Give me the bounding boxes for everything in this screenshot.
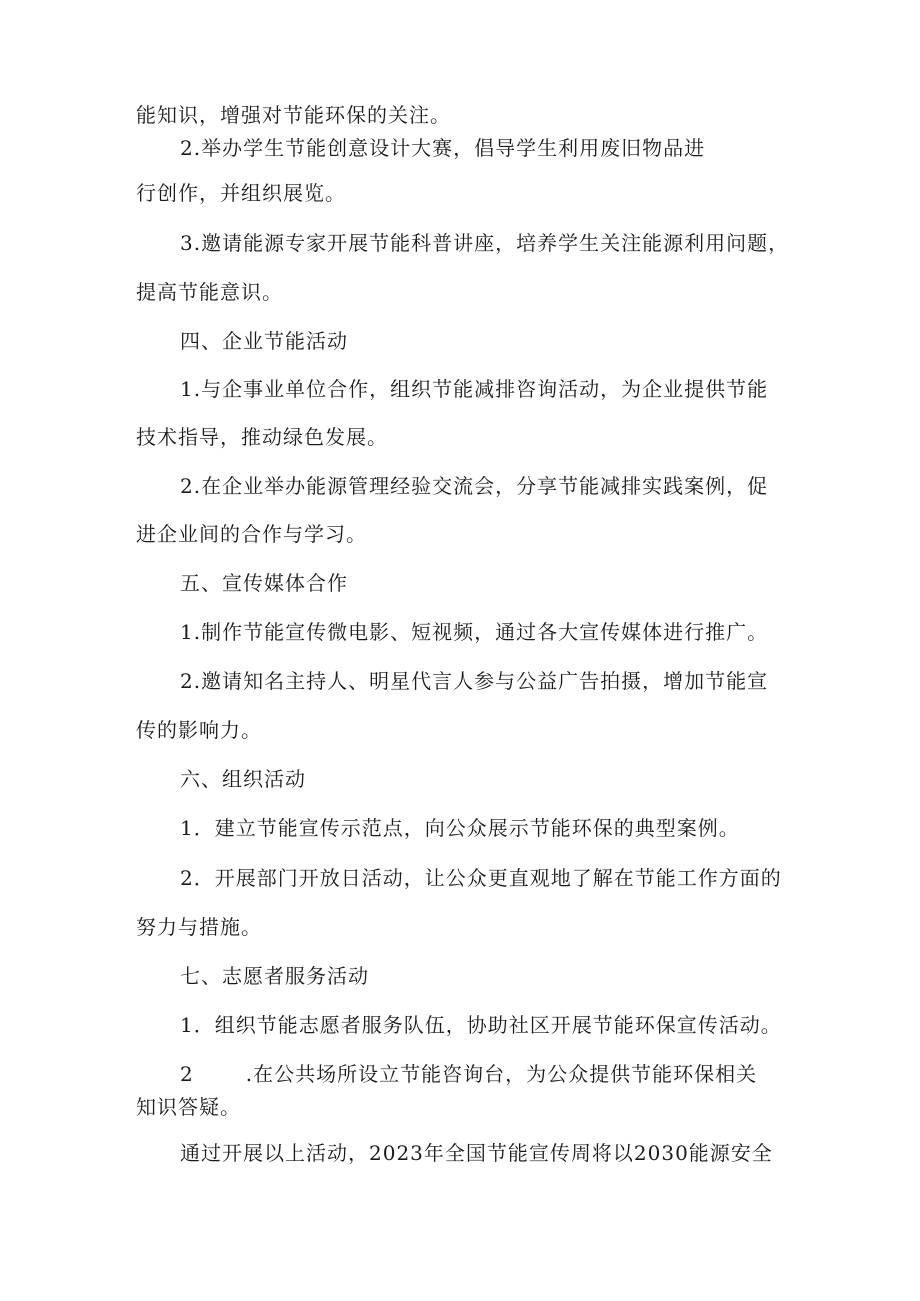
section-heading: 四、企业节能活动 [180,329,348,353]
text-line: 提高节能意识。 [136,280,283,304]
text-line: 2．开展部门开放日活动，让公众更直观地了解在节能工作方面的 [180,866,782,890]
list-number: 2 [180,1062,194,1086]
section-heading: 七、志愿者服务活动 [180,964,369,988]
text-line: 知识答疑。 [136,1095,241,1119]
text-line: 技术指导，推动绿色发展。 [136,425,388,449]
text-line: 1．组织节能志愿者服务队伍，协助社区开展节能环保宣传活动。 [180,1013,782,1037]
text-line: 2.邀请知名主持人、明星代言人参与公益广告拍摄，增加节能宣 [180,669,769,693]
section-heading: 六、组织活动 [180,767,306,791]
text-line: 传的影响力。 [136,718,262,742]
text-line: 2.在企业举办能源管理经验交流会，分享节能减排实践案例，促 [180,474,769,498]
text-line: 2.举办学生节能创意设计大赛，倡导学生利用废旧物品进 [180,136,706,160]
list-item-text: .在公共场所设立节能咨询台，为公众提供节能环保相关 [245,1062,758,1086]
text-line: 行创作，并组织展览。 [136,181,346,205]
text-line: 1.与企事业单位合作，组织节能减排咨询活动，为企业提供节能 [180,377,769,401]
text-line: 能知识，增强对节能环保的关注。 [136,103,451,127]
section-heading: 五、宣传媒体合作 [180,571,348,595]
text-line: 通过开展以上活动，2023年全国节能宣传周将以2030能源安全 [180,1141,773,1165]
text-line: 3.邀请能源专家开展节能科普讲座，培养学生关注能源利用问题， [180,231,790,255]
text-line [180,1062,757,1086]
text-line: 1．建立节能宣传示范点，向公众展示节能环保的典型案例。 [180,816,740,840]
text-line: 进企业间的合作与学习。 [136,522,367,546]
text-line: 努力与措施。 [136,915,262,939]
text-line: 1.制作节能宣传微电影、短视频，通过各大宣传媒体进行推广。 [180,620,769,644]
